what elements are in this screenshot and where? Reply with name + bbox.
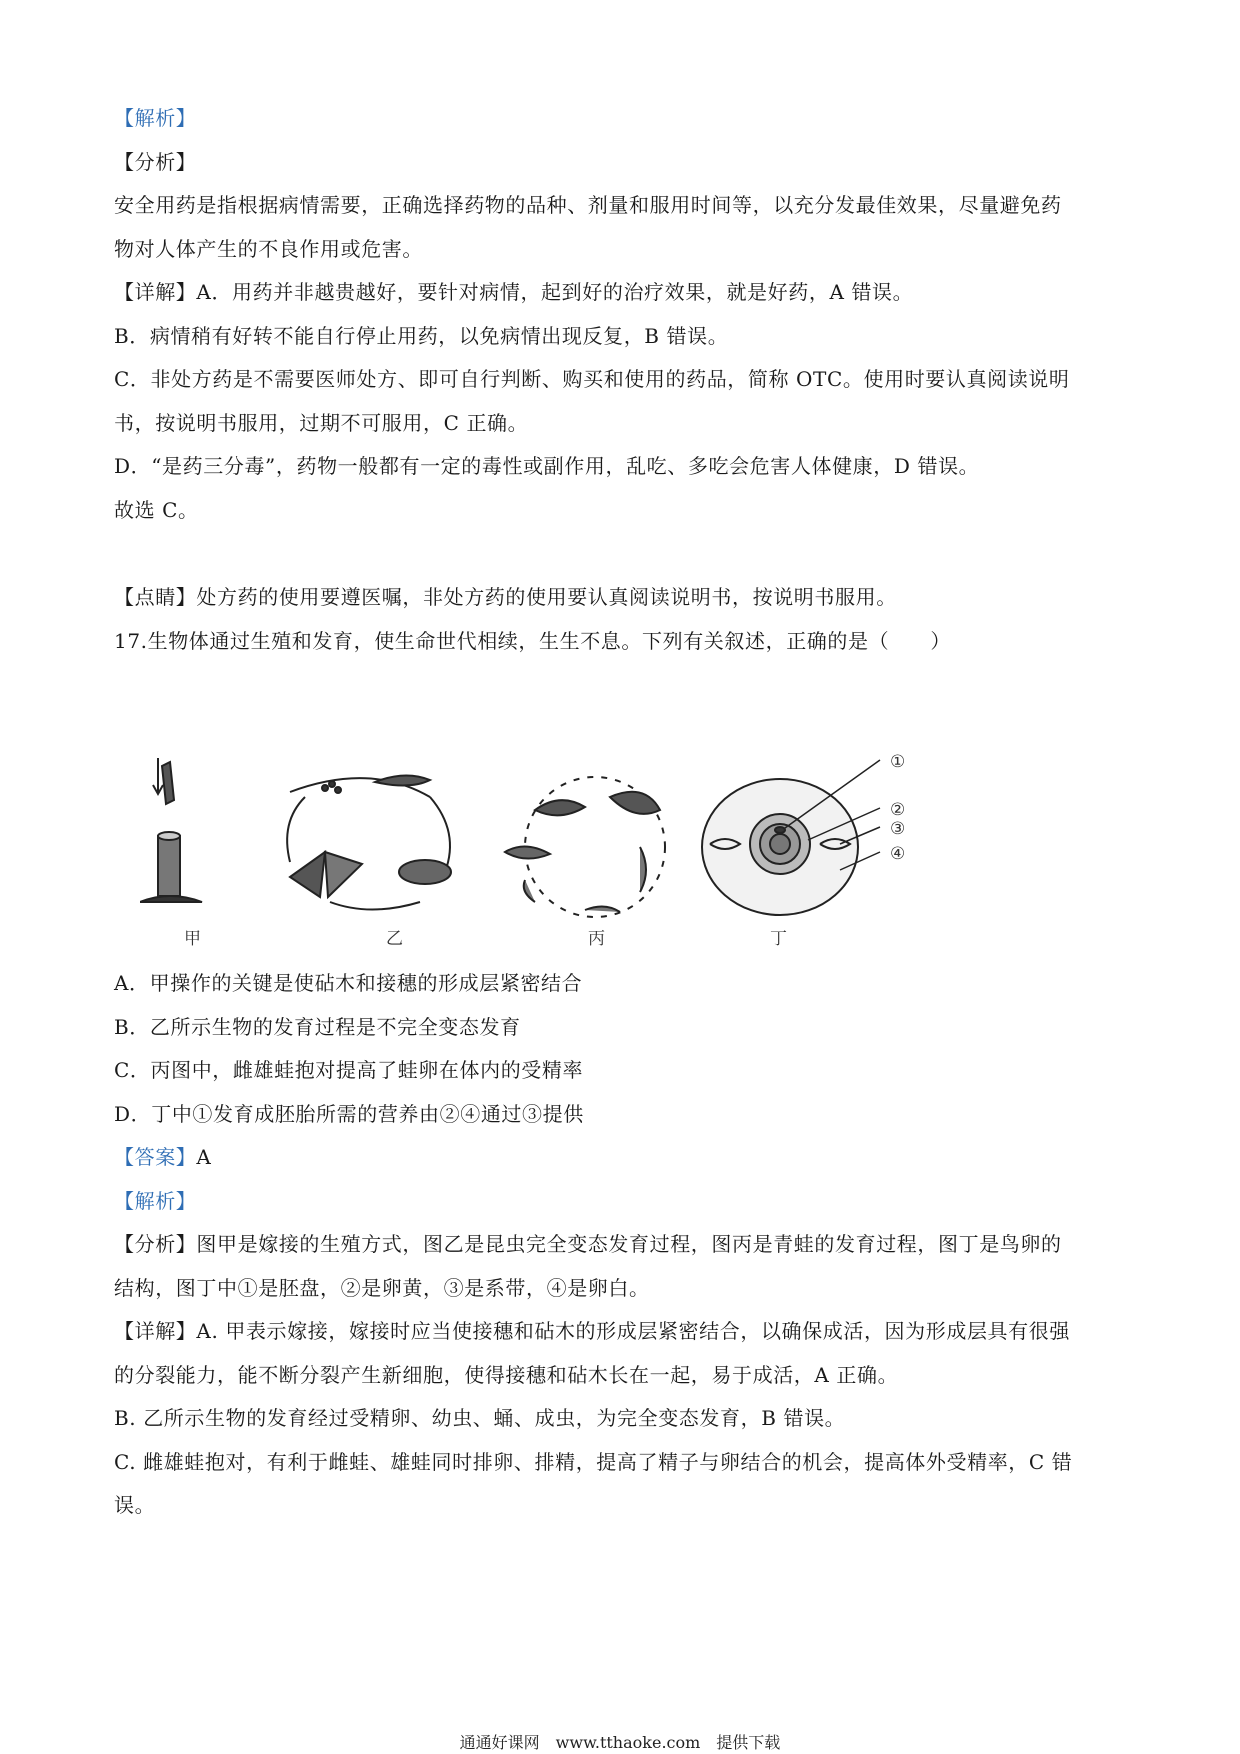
grafting-illustration (140, 758, 202, 902)
detail-option-c-cont: 书，按说明书服用，过期不可服用，C 正确。 (114, 411, 529, 435)
analysis-text-line: 【分析】图甲是嫁接的生殖方式，图乙是昆虫完全变态发育过程，图丙是青蛙的发育过程，图丁是鸟卵的 (114, 1232, 1062, 1256)
figure-illustrations (140, 752, 970, 952)
jiexi-heading: 【解析】 (114, 1189, 197, 1213)
detail-option-a: 【详解】A．用药并非越贵越好，要针对病情，起到好的治疗效果，就是好药，A 错误。 (114, 280, 914, 304)
page-footer: 通通好课网 www.tthaoke.com 提供下载 (459, 1733, 781, 1752)
egg-marker-4: ④ (890, 844, 906, 864)
frog-cycle-illustration (505, 777, 665, 917)
analysis-text-line: 物对人体产生的不良作用或危害。 (114, 237, 423, 261)
conclusion: 故选 C。 (114, 498, 199, 522)
figure-label-jia: 甲 (184, 929, 201, 949)
figure-label-ding: 丁 (770, 929, 787, 949)
question-17-option-b: B．乙所示生物的发育过程是不完全变态发育 (114, 1015, 521, 1039)
jiexi-heading: 【解析】 (114, 106, 197, 130)
detail-option-a-cont: 的分裂能力，能不断分裂产生新细胞，使得接穗和砧木长在一起，易于成活，A 正确。 (114, 1363, 899, 1387)
question-17-figure (140, 752, 970, 952)
question-17-option-a: A．甲操作的关键是使砧木和接穗的形成层紧密结合 (114, 971, 583, 995)
bird-egg-illustration (702, 760, 880, 915)
figure-label-yi: 乙 (386, 929, 403, 949)
answer-value: A (196, 1145, 212, 1169)
analysis-text-line: 结构，图丁中①是胚盘，②是卵黄，③是系带，④是卵白。 (114, 1276, 650, 1300)
detail-option-a: 【详解】A. 甲表示嫁接，嫁接时应当使接穗和砧木的形成层紧密结合，以确保成活，因为形成层具有很强 (114, 1319, 1070, 1343)
dianjing-note: 【点睛】处方药的使用要遵医嘱，非处方药的使用要认真阅读说明书，按说明书服用。 (114, 585, 897, 609)
detail-option-c: C. 雌雄蛙抱对，有利于雌蛙、雄蛙同时排卵、排精，提高了精子与卵结合的机会，提高体外受精率，C 错 (114, 1450, 1073, 1474)
question-17-option-c: C．丙图中，雌雄蛙抱对提高了蛙卵在体内的受精率 (114, 1058, 584, 1082)
detail-option-b: B．病情稍有好转不能自行停止用药，以免病情出现反复，B 错误。 (114, 324, 729, 348)
detail-option-c: C．非处方药是不需要医师处方、即可自行判断、购买和使用的药品，简称 OTC。使用时要认真阅读说明 (114, 367, 1070, 391)
fenxi-heading: 【分析】 (114, 150, 197, 174)
analysis-text-line: 安全用药是指根据病情需要，正确选择药物的品种、剂量和服用时间等，以充分发最佳效果，尽量避免药 (114, 193, 1062, 217)
egg-marker-2: ② (890, 800, 906, 820)
answer-row (114, 1144, 1134, 1170)
egg-marker-1: ① (890, 752, 906, 772)
answer-tag: 【答案】 (114, 1145, 197, 1169)
question-17-stem: 17.生物体通过生殖和发育，使生命世代相续，生生不息。下列有关叙述，正确的是（ ） (114, 629, 952, 653)
egg-marker-3: ③ (890, 819, 906, 839)
figure-label-bing: 丙 (588, 929, 605, 949)
insect-cycle-illustration (287, 775, 451, 909)
detail-option-c-cont: 误。 (114, 1493, 156, 1517)
detail-option-b: B. 乙所示生物的发育经过受精卵、幼虫、蛹、成虫，为完全变态发育，B 错误。 (114, 1406, 846, 1430)
question-17-option-d: D．丁中①发育成胚胎所需的营养由②④通过③提供 (114, 1102, 584, 1126)
detail-option-d: D．“是药三分毒”，药物一般都有一定的毒性或副作用，乱吃、多吃会危害人体健康，D 错误。 (114, 454, 980, 478)
